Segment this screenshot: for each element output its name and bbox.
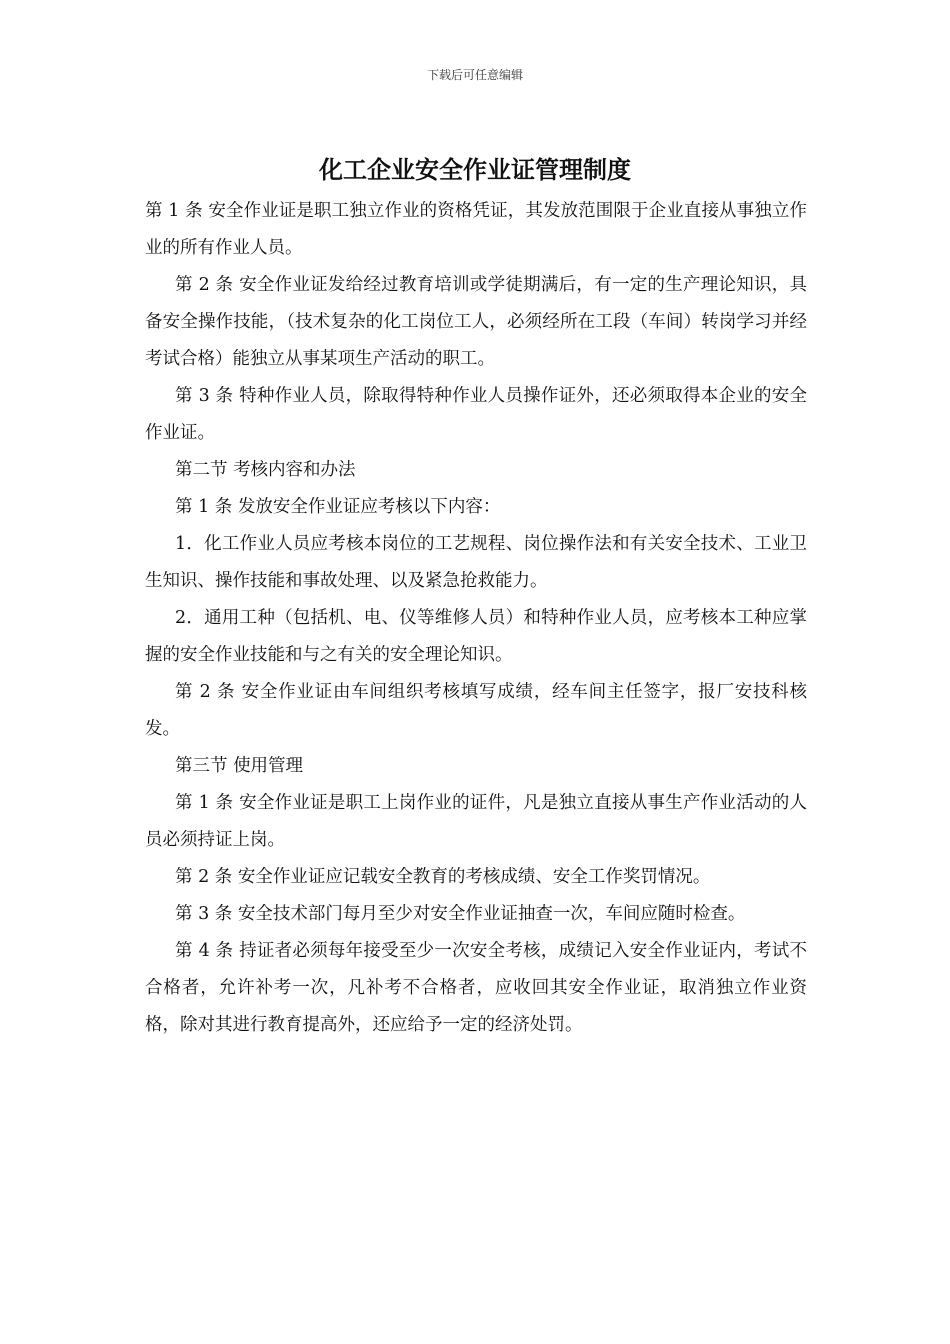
paragraph: 第 2 条 安全作业证由车间组织考核填写成绩，经车间主任签字，报厂安技科核发。 — [145, 682, 807, 739]
document-body — [145, 193, 807, 1044]
document-title: 化工企业安全作业证管理制度 — [319, 155, 631, 184]
list-item: 1．化工作业人员应考核本岗位的工艺规程、岗位操作法和有关安全技术、工业卫生知识、操作技能和事故处理、以及紧急抢救能力。 — [145, 534, 807, 591]
paragraph: 第 3 条 安全技术部门每月至少对安全作业证抽查一次，车间应随时检查。 — [175, 904, 746, 924]
page-header-note: 下载后可任意编辑 — [426, 68, 523, 82]
list-item: 2．通用工种（包括机、电、仪等维修人员）和特种作业人员，应考核本工种应掌握的安全作业技能和与之有关的安全理论知识。 — [145, 608, 807, 665]
paragraph: 第 1 条 发放安全作业证应考核以下内容： — [175, 497, 501, 517]
paragraph: 第 1 条 安全作业证是职工独立作业的资格凭证，其发放范围限于企业直接从事独立作业的所有作业人员。 — [145, 201, 807, 258]
paragraph: 第 2 条 安全作业证应记载安全教育的考核成绩、安全工作奖罚情况。 — [175, 867, 711, 887]
paragraph: 第 3 条 特种作业人员，除取得特种作业人员操作证外，还必须取得本企业的安全作业证。 — [145, 386, 807, 443]
section-heading: 第三节 使用管理 — [175, 756, 304, 776]
paragraph: 第 4 条 持证者必须每年接受至少一次安全考核，成绩记入安全作业证内，考试不合格者，允许补考一次，凡补考不合格者，应收回其安全作业证，取消独立作业资格，除对其进行教育提高外，还应给予一定的经济处罚。 — [145, 941, 807, 1035]
paragraph: 第 1 条 安全作业证是职工上岗作业的证件，凡是独立直接从事生产作业活动的人员必须持证上岗。 — [145, 793, 807, 850]
section-heading: 第二节 考核内容和办法 — [175, 460, 356, 480]
paragraph: 第 2 条 安全作业证发给经过教育培训或学徒期满后，有一定的生产理论知识，具备安全操作技能，（技术复杂的化工岗位工人，必须经所在工段（车间）转岗学习并经考试合格）能独立从事某项生产活动的职工。 — [145, 275, 807, 369]
